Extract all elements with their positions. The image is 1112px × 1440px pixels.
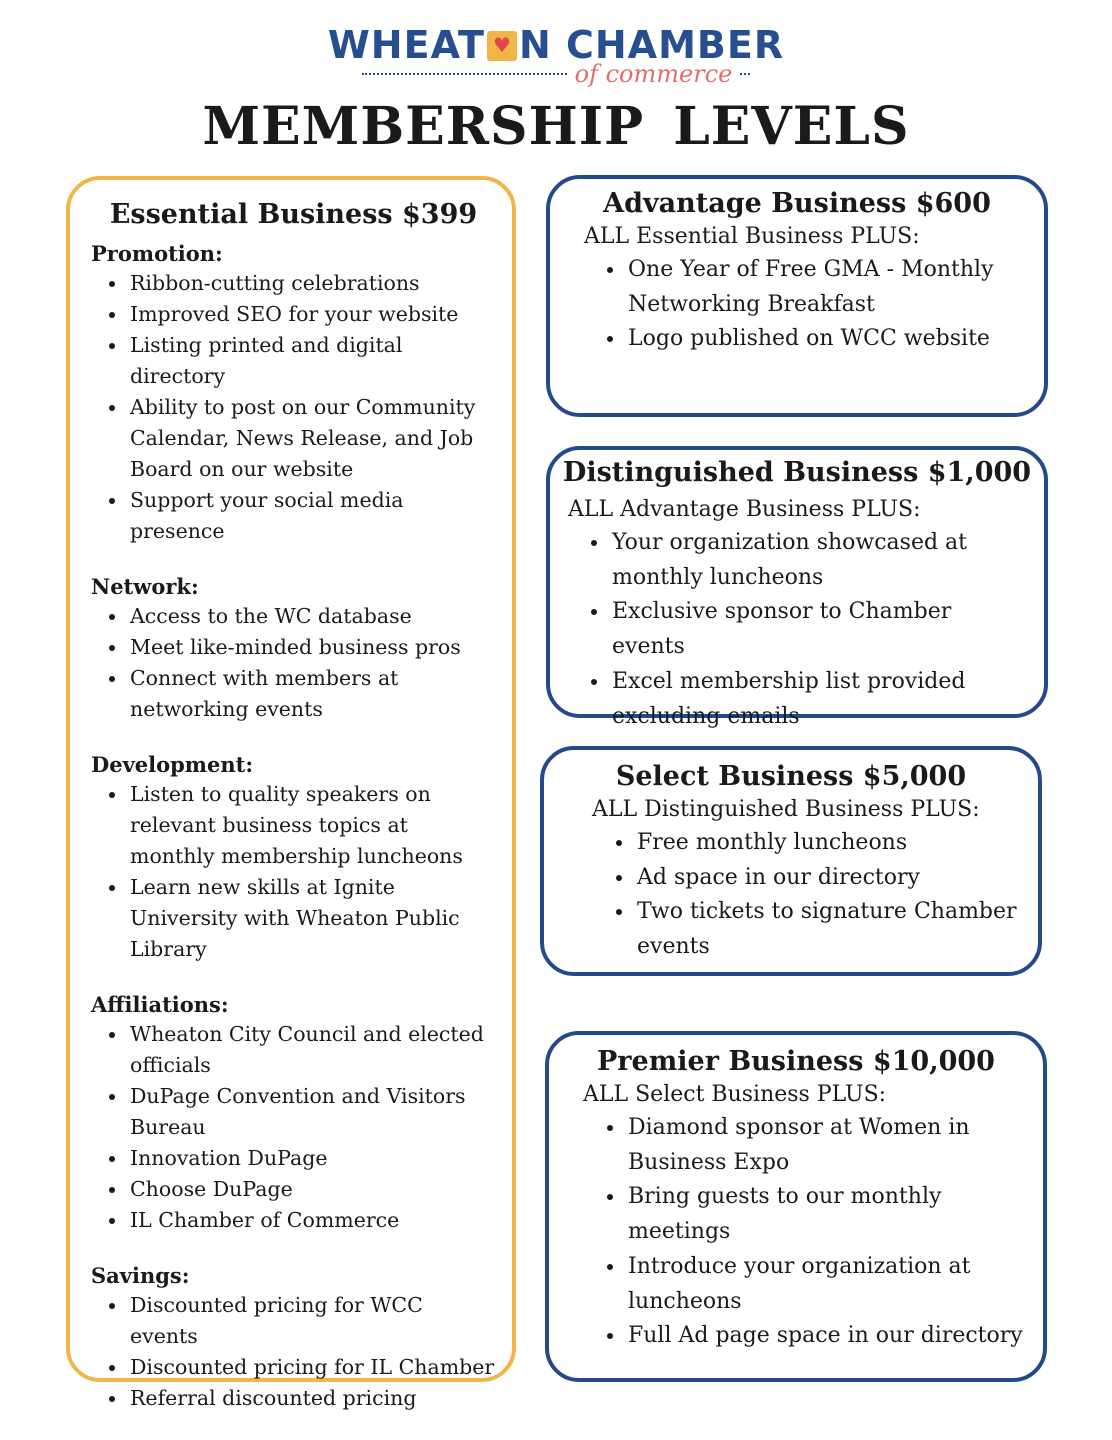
list-item: • Ad space in our directory — [635, 861, 1022, 896]
list-item: • IL Chamber of Commerce — [128, 1205, 496, 1236]
list-item: • Wheaton City Council and elected officials — [128, 1019, 496, 1081]
essential-section — [91, 751, 496, 965]
advantage-plus: ALL Essential Business PLUS: — [584, 224, 920, 249]
list-item: • Connect with members at networking events — [128, 663, 496, 725]
premier-title: Premier Business $10,000 — [597, 1046, 995, 1077]
select-list — [592, 826, 1022, 965]
premier-plus: ALL Select Business PLUS: — [583, 1082, 887, 1107]
distinguished-card — [546, 446, 1048, 729]
advantage-list — [584, 253, 1028, 357]
list-item: • Improved SEO for your website — [128, 299, 496, 330]
list-item: • Learn new skills at Ignite University with Wheaton Public Library — [128, 872, 496, 965]
list-item: • Ribbon-cutting celebrations — [128, 268, 496, 299]
essential-section — [91, 240, 496, 547]
list-item: • Referral discounted pricing — [128, 1383, 496, 1414]
essential-section — [91, 991, 496, 1236]
advantage-card — [546, 175, 1048, 417]
list-item: • Innovation DuPage — [128, 1143, 496, 1174]
section-list — [91, 601, 496, 725]
list-item: • Two tickets to signature Chamber events — [635, 895, 1022, 964]
distinguished-plus: ALL Advantage Business PLUS: — [568, 497, 921, 522]
list-item: • Meet like-minded business pros — [128, 632, 496, 663]
list-item: • Listing printed and digital directory — [128, 330, 496, 392]
essential-section — [91, 573, 496, 725]
list-item: • Discounted pricing for WCC events — [128, 1290, 496, 1352]
section-list — [91, 779, 496, 965]
essential-card — [66, 176, 516, 1410]
list-item: • Logo published on WCC website — [626, 322, 1028, 357]
distinguished-list — [568, 526, 1028, 734]
list-item: • Introduce your organization at luncheons — [626, 1250, 1027, 1319]
premier-card — [545, 1031, 1047, 1382]
chamber-logo — [0, 22, 1112, 86]
list-item: • Free monthly luncheons — [635, 826, 1022, 861]
section-list — [91, 1019, 496, 1236]
select-title: Select Business $5,000 — [615, 761, 967, 792]
logo-script: of commerce — [574, 60, 733, 88]
advantage-title: Advantage Business $600 — [603, 188, 991, 219]
logo-divider-right — [740, 73, 750, 75]
heart-icon: ♥ — [487, 31, 517, 61]
essential-title: Essential Business $399 — [109, 199, 478, 230]
logo-text-right: N CHAMBER — [518, 23, 785, 67]
list-item: • Support your social media presence — [128, 485, 496, 547]
section-title: Development: — [91, 752, 254, 777]
logo-divider — [362, 73, 567, 75]
list-item: • Your organization showcased at monthly luncheons — [610, 526, 1028, 595]
page-title: MEMBERSHIP LEVELS — [202, 96, 910, 157]
logo-text-left: WHEAT — [327, 23, 485, 67]
section-title: Promotion: — [91, 241, 223, 266]
select-plus: ALL Distinguished Business PLUS: — [592, 797, 980, 822]
list-item: • Listen to quality speakers on relevant business topics at monthly membership luncheons — [128, 779, 496, 872]
essential-section — [91, 1262, 496, 1414]
list-item: • Access to the WC database — [128, 601, 496, 632]
essential-sections — [91, 240, 496, 1414]
list-item: • Diamond sponsor at Women in Business Expo — [626, 1111, 1027, 1180]
list-item: • Ability to post on our Community Calendar, News Release, and Job Board on our website — [128, 392, 496, 485]
section-list — [91, 268, 496, 547]
section-title: Affiliations: — [91, 992, 229, 1017]
section-list — [91, 1290, 496, 1414]
list-item: • DuPage Convention and Visitors Bureau — [128, 1081, 496, 1143]
select-card — [540, 746, 1042, 976]
list-item: • Choose DuPage — [128, 1174, 496, 1205]
list-item: • Bring guests to our monthly meetings — [626, 1180, 1027, 1249]
section-title: Savings: — [91, 1263, 190, 1288]
list-item: • Exclusive sponsor to Chamber events — [610, 595, 1028, 664]
section-title: Network: — [91, 574, 199, 599]
list-item: • Full Ad page space in our directory — [626, 1319, 1027, 1354]
distinguished-title: Distinguished Business $1,000 — [562, 457, 1032, 488]
premier-list — [583, 1111, 1027, 1354]
list-item: • Discounted pricing for IL Chamber — [128, 1352, 496, 1383]
list-item: • Excel membership list provided excluding emails — [610, 665, 1028, 734]
list-item: • One Year of Free GMA - Monthly Networking Breakfast — [626, 253, 1028, 322]
